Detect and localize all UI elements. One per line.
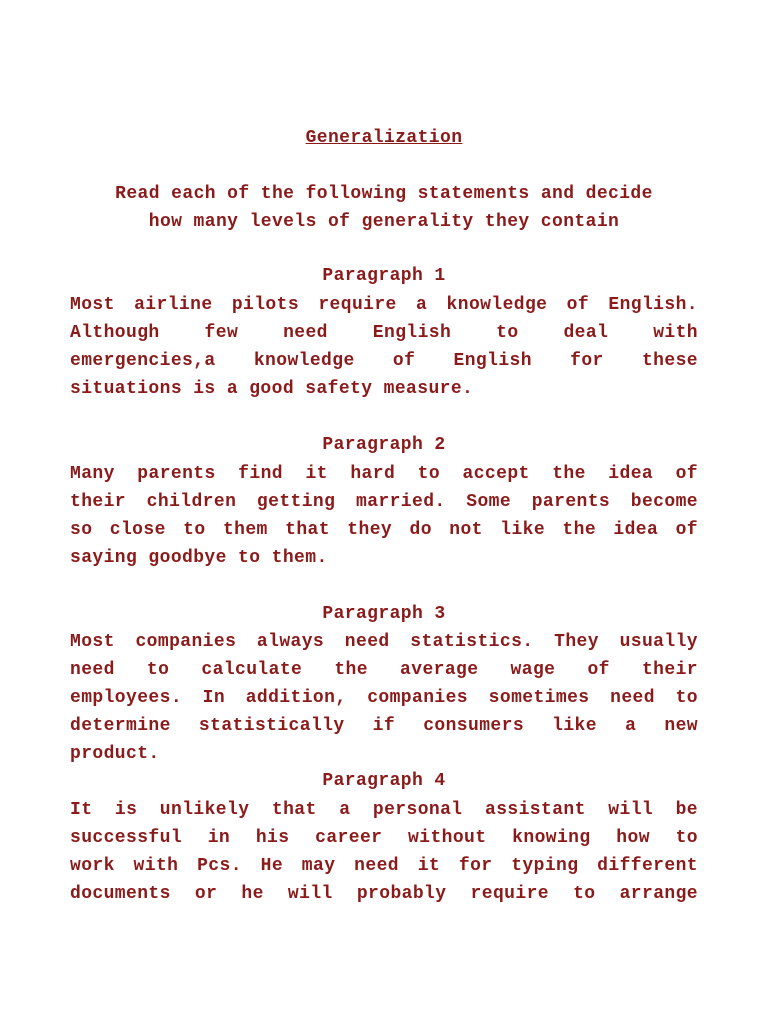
paragraph-4-heading: Paragraph 4 (322, 771, 446, 791)
document-title: Generalization (305, 128, 463, 148)
paragraph-line: Many parents find it hard to accept the idea of (70, 464, 698, 484)
intro-line: Read each of the following statements and decide (115, 184, 653, 204)
paragraph-line: product. (70, 744, 160, 764)
paragraph-line: It is unlikely that a personal assistant will be (70, 800, 698, 820)
paragraph-line: saying goodbye to them. (70, 548, 328, 568)
intro-line: how many levels of generality they contain (148, 212, 620, 232)
paragraph-line: determine statistically if consumers like a new (70, 716, 698, 736)
paragraph-line: Most companies always need statistics. They usually (70, 632, 698, 652)
paragraph-line: work with Pcs. He may need it for typing different (70, 856, 698, 876)
paragraph-line: so close to them that they do not like the idea of (70, 520, 698, 540)
paragraph-2-heading: Paragraph 2 (322, 435, 446, 455)
paragraph-3-body (70, 628, 698, 768)
paragraph-line: their children getting married. Some parents become (70, 492, 698, 512)
paragraph-line: Although few need English to deal with (70, 323, 698, 343)
paragraph-line: emergencies,a knowledge of English for these (70, 351, 698, 371)
paragraph-4-body (70, 796, 698, 908)
paragraph-line: documents or he will probably require to arrange (70, 884, 698, 904)
paragraph-line: employees. In addition, companies sometimes need to (70, 688, 698, 708)
paragraph-line: situations is a good safety measure. (70, 379, 474, 399)
intro-instructions (70, 180, 698, 236)
paragraph-1-heading: Paragraph 1 (322, 266, 446, 286)
paragraph-1-body (70, 291, 698, 403)
paragraph-line: Most airline pilots require a knowledge of English. (70, 295, 698, 315)
paragraph-2-body (70, 460, 698, 572)
paragraph-3-heading: Paragraph 3 (322, 604, 446, 624)
paragraph-line: successful in his career without knowing how to (70, 828, 698, 848)
paragraph-line: need to calculate the average wage of their (70, 660, 698, 680)
